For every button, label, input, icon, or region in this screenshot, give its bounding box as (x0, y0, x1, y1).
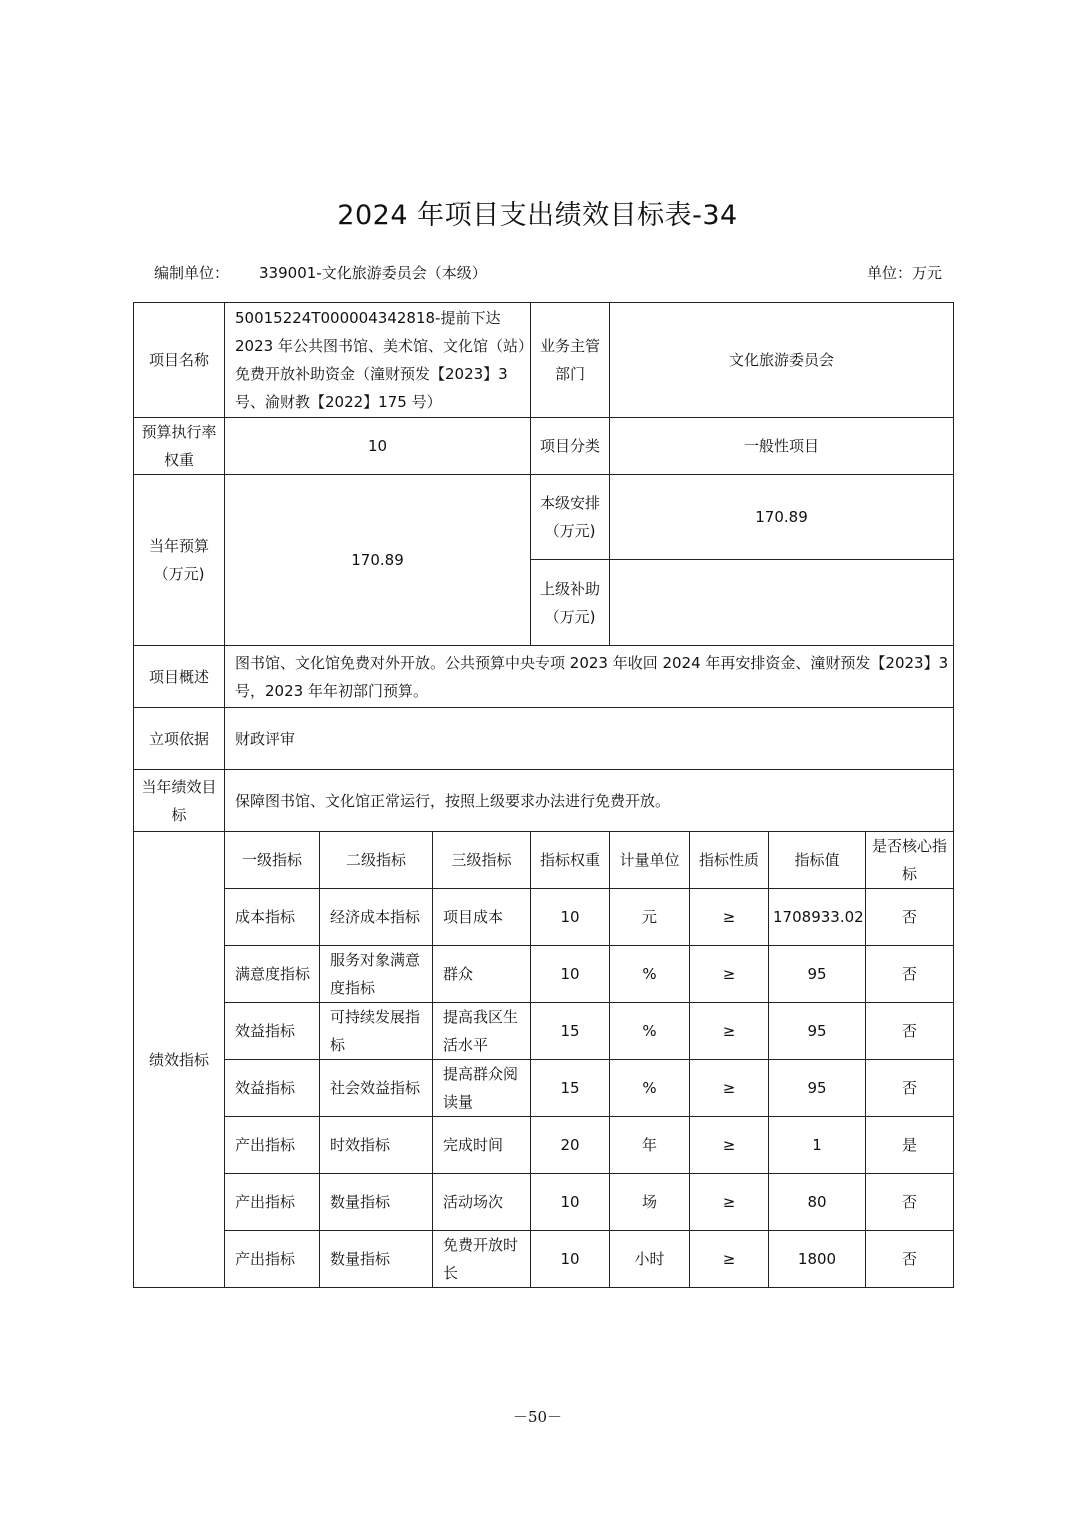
nature-cell: ≥ (690, 1174, 769, 1231)
row-budget (134, 475, 954, 560)
nature-cell: ≥ (690, 1003, 769, 1060)
overview-value: 图书馆、文化馆免费对外开放。公共预算中央专项 2023 年收回 2024 年再安排资金、潼财预发【2023】3 号，2023 年年初部门预算。 (225, 646, 954, 708)
dept-label: 业务主管部门 (531, 303, 610, 418)
indicator-header-row (134, 832, 954, 889)
level2-cell: 时效指标 (320, 1117, 433, 1174)
upper-label: 上级补助（万元) (531, 560, 610, 646)
goal-label: 当年绩效目标 (134, 770, 225, 832)
header-value: 指标值 (769, 832, 866, 889)
unit-value: 339001-文化旅游委员会（本级） (259, 264, 487, 282)
core-cell: 否 (866, 889, 954, 946)
unit-info (154, 260, 487, 286)
currency-unit: 单位：万元 (866, 264, 942, 282)
level3-cell: 群众 (433, 946, 531, 1003)
value-cell: 1708933.02 (769, 889, 866, 946)
category-value: 一般性项目 (610, 418, 954, 475)
level2-cell: 服务对象满意度指标 (320, 946, 433, 1003)
level2-cell: 经济成本指标 (320, 889, 433, 946)
header-level1: 一级指标 (225, 832, 320, 889)
level3-cell: 活动场次 (433, 1174, 531, 1231)
dept-value: 文化旅游委员会 (610, 303, 954, 418)
unit-cell: 年 (610, 1117, 690, 1174)
level2-cell: 数量指标 (320, 1231, 433, 1288)
upper-value (610, 560, 954, 646)
nature-cell: ≥ (690, 1117, 769, 1174)
level1-cell: 效益指标 (225, 1003, 320, 1060)
indicator-row (134, 1003, 954, 1060)
weight-cell: 15 (531, 1003, 610, 1060)
level2-cell: 可持续发展指标 (320, 1003, 433, 1060)
row-goal (134, 770, 954, 832)
performance-table (133, 302, 954, 1288)
unit-cell: 元 (610, 889, 690, 946)
level3-cell: 提高我区生活水平 (433, 1003, 531, 1060)
header-level3: 三级指标 (433, 832, 531, 889)
level3-cell: 完成时间 (433, 1117, 531, 1174)
nature-cell: ≥ (690, 946, 769, 1003)
weight-cell: 10 (531, 889, 610, 946)
nature-cell: ≥ (690, 1060, 769, 1117)
unit-cell: % (610, 946, 690, 1003)
local-label: 本级安排（万元) (531, 475, 610, 560)
row-weight (134, 418, 954, 475)
basis-label: 立项依据 (134, 708, 225, 770)
level1-cell: 产出指标 (225, 1174, 320, 1231)
core-cell: 否 (866, 1060, 954, 1117)
core-cell: 否 (866, 1231, 954, 1288)
weight-cell: 20 (531, 1117, 610, 1174)
row-overview (134, 646, 954, 708)
weight-cell: 15 (531, 1060, 610, 1117)
row-project-name (134, 303, 954, 418)
header-core: 是否核心指标 (866, 832, 954, 889)
budget-value: 170.89 (225, 475, 531, 646)
value-cell: 1 (769, 1117, 866, 1174)
basis-value: 财政评审 (225, 708, 954, 770)
page-title: 2024 年项目支出绩效目标表-34 (337, 200, 738, 231)
header-unit: 计量单位 (610, 832, 690, 889)
core-cell: 否 (866, 1003, 954, 1060)
core-cell: 否 (866, 946, 954, 1003)
indicator-row (134, 1174, 954, 1231)
page-number: －50－ (512, 1408, 563, 1426)
unit-label: 编制单位： (154, 264, 230, 282)
value-cell: 95 (769, 1003, 866, 1060)
core-cell: 否 (866, 1174, 954, 1231)
level3-cell: 免费开放时长 (433, 1231, 531, 1288)
indicator-row (134, 1060, 954, 1117)
indicator-section-label: 绩效指标 (134, 832, 225, 1288)
level3-cell: 项目成本 (433, 889, 531, 946)
project-name-value: 50015224T000004342818-提前下达 2023 年公共图书馆、美术馆、文化馆（站）免费开放补助资金（潼财预发【2023】3 号、渝财教【2022】175 号） (225, 303, 531, 418)
nature-cell: ≥ (690, 889, 769, 946)
value-cell: 95 (769, 1060, 866, 1117)
level1-cell: 满意度指标 (225, 946, 320, 1003)
level2-cell: 数量指标 (320, 1174, 433, 1231)
weight-cell: 10 (531, 1231, 610, 1288)
level1-cell: 产出指标 (225, 1231, 320, 1288)
level1-cell: 效益指标 (225, 1060, 320, 1117)
weight-cell: 10 (531, 946, 610, 1003)
value-cell: 80 (769, 1174, 866, 1231)
unit-cell: % (610, 1003, 690, 1060)
weight-cell: 10 (531, 1174, 610, 1231)
level2-cell: 社会效益指标 (320, 1060, 433, 1117)
category-label: 项目分类 (531, 418, 610, 475)
goal-value: 保障图书馆、文化馆正常运行，按照上级要求办法进行免费开放。 (225, 770, 954, 832)
value-cell: 1800 (769, 1231, 866, 1288)
weight-value: 10 (225, 418, 531, 475)
level3-cell: 提高群众阅读量 (433, 1060, 531, 1117)
unit-cell: % (610, 1060, 690, 1117)
row-basis (134, 708, 954, 770)
indicator-row (134, 1231, 954, 1288)
level1-cell: 成本指标 (225, 889, 320, 946)
unit-cell: 小时 (610, 1231, 690, 1288)
project-name-label: 项目名称 (134, 303, 225, 418)
indicator-row (134, 1117, 954, 1174)
core-cell: 是 (866, 1117, 954, 1174)
weight-label: 预算执行率权重 (134, 418, 225, 475)
local-value: 170.89 (610, 475, 954, 560)
nature-cell: ≥ (690, 1231, 769, 1288)
indicator-row (134, 946, 954, 1003)
value-cell: 95 (769, 946, 866, 1003)
overview-label: 项目概述 (134, 646, 225, 708)
header-nature: 指标性质 (690, 832, 769, 889)
indicator-row (134, 889, 954, 946)
header-level2: 二级指标 (320, 832, 433, 889)
budget-label: 当年预算（万元) (134, 475, 225, 646)
unit-cell: 场 (610, 1174, 690, 1231)
header-weight: 指标权重 (531, 832, 610, 889)
level1-cell: 产出指标 (225, 1117, 320, 1174)
